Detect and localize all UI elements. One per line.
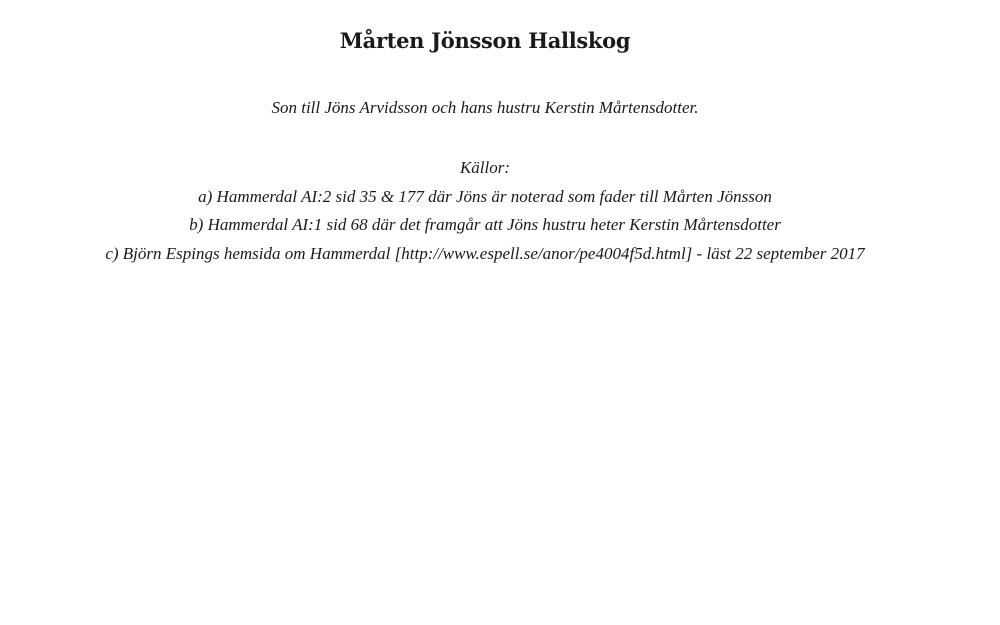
intro-text: Son till Jöns Arvidsson och hans hustru Kerstin Mårtensdotter. <box>271 98 699 117</box>
source-item-a: a) Hammerdal AI:2 sid 35 & 177 där Jöns är noterad som fader till Mårten Jönsson <box>198 186 772 206</box>
sources-section <box>0 154 970 268</box>
sources-heading: Källor: <box>459 158 511 177</box>
page-title: Mårten Jönsson Hallskog <box>339 28 631 53</box>
source-item-c: c) Björn Espings hemsida om Hammerdal [http://www.espell.se/anor/pe4004f5d.html] - läst 22 september 2017 <box>105 243 865 263</box>
source-item-b: b) Hammerdal AI:1 sid 68 där det framgår att Jöns hustru heter Kerstin Mårtensdotter <box>189 215 781 234</box>
